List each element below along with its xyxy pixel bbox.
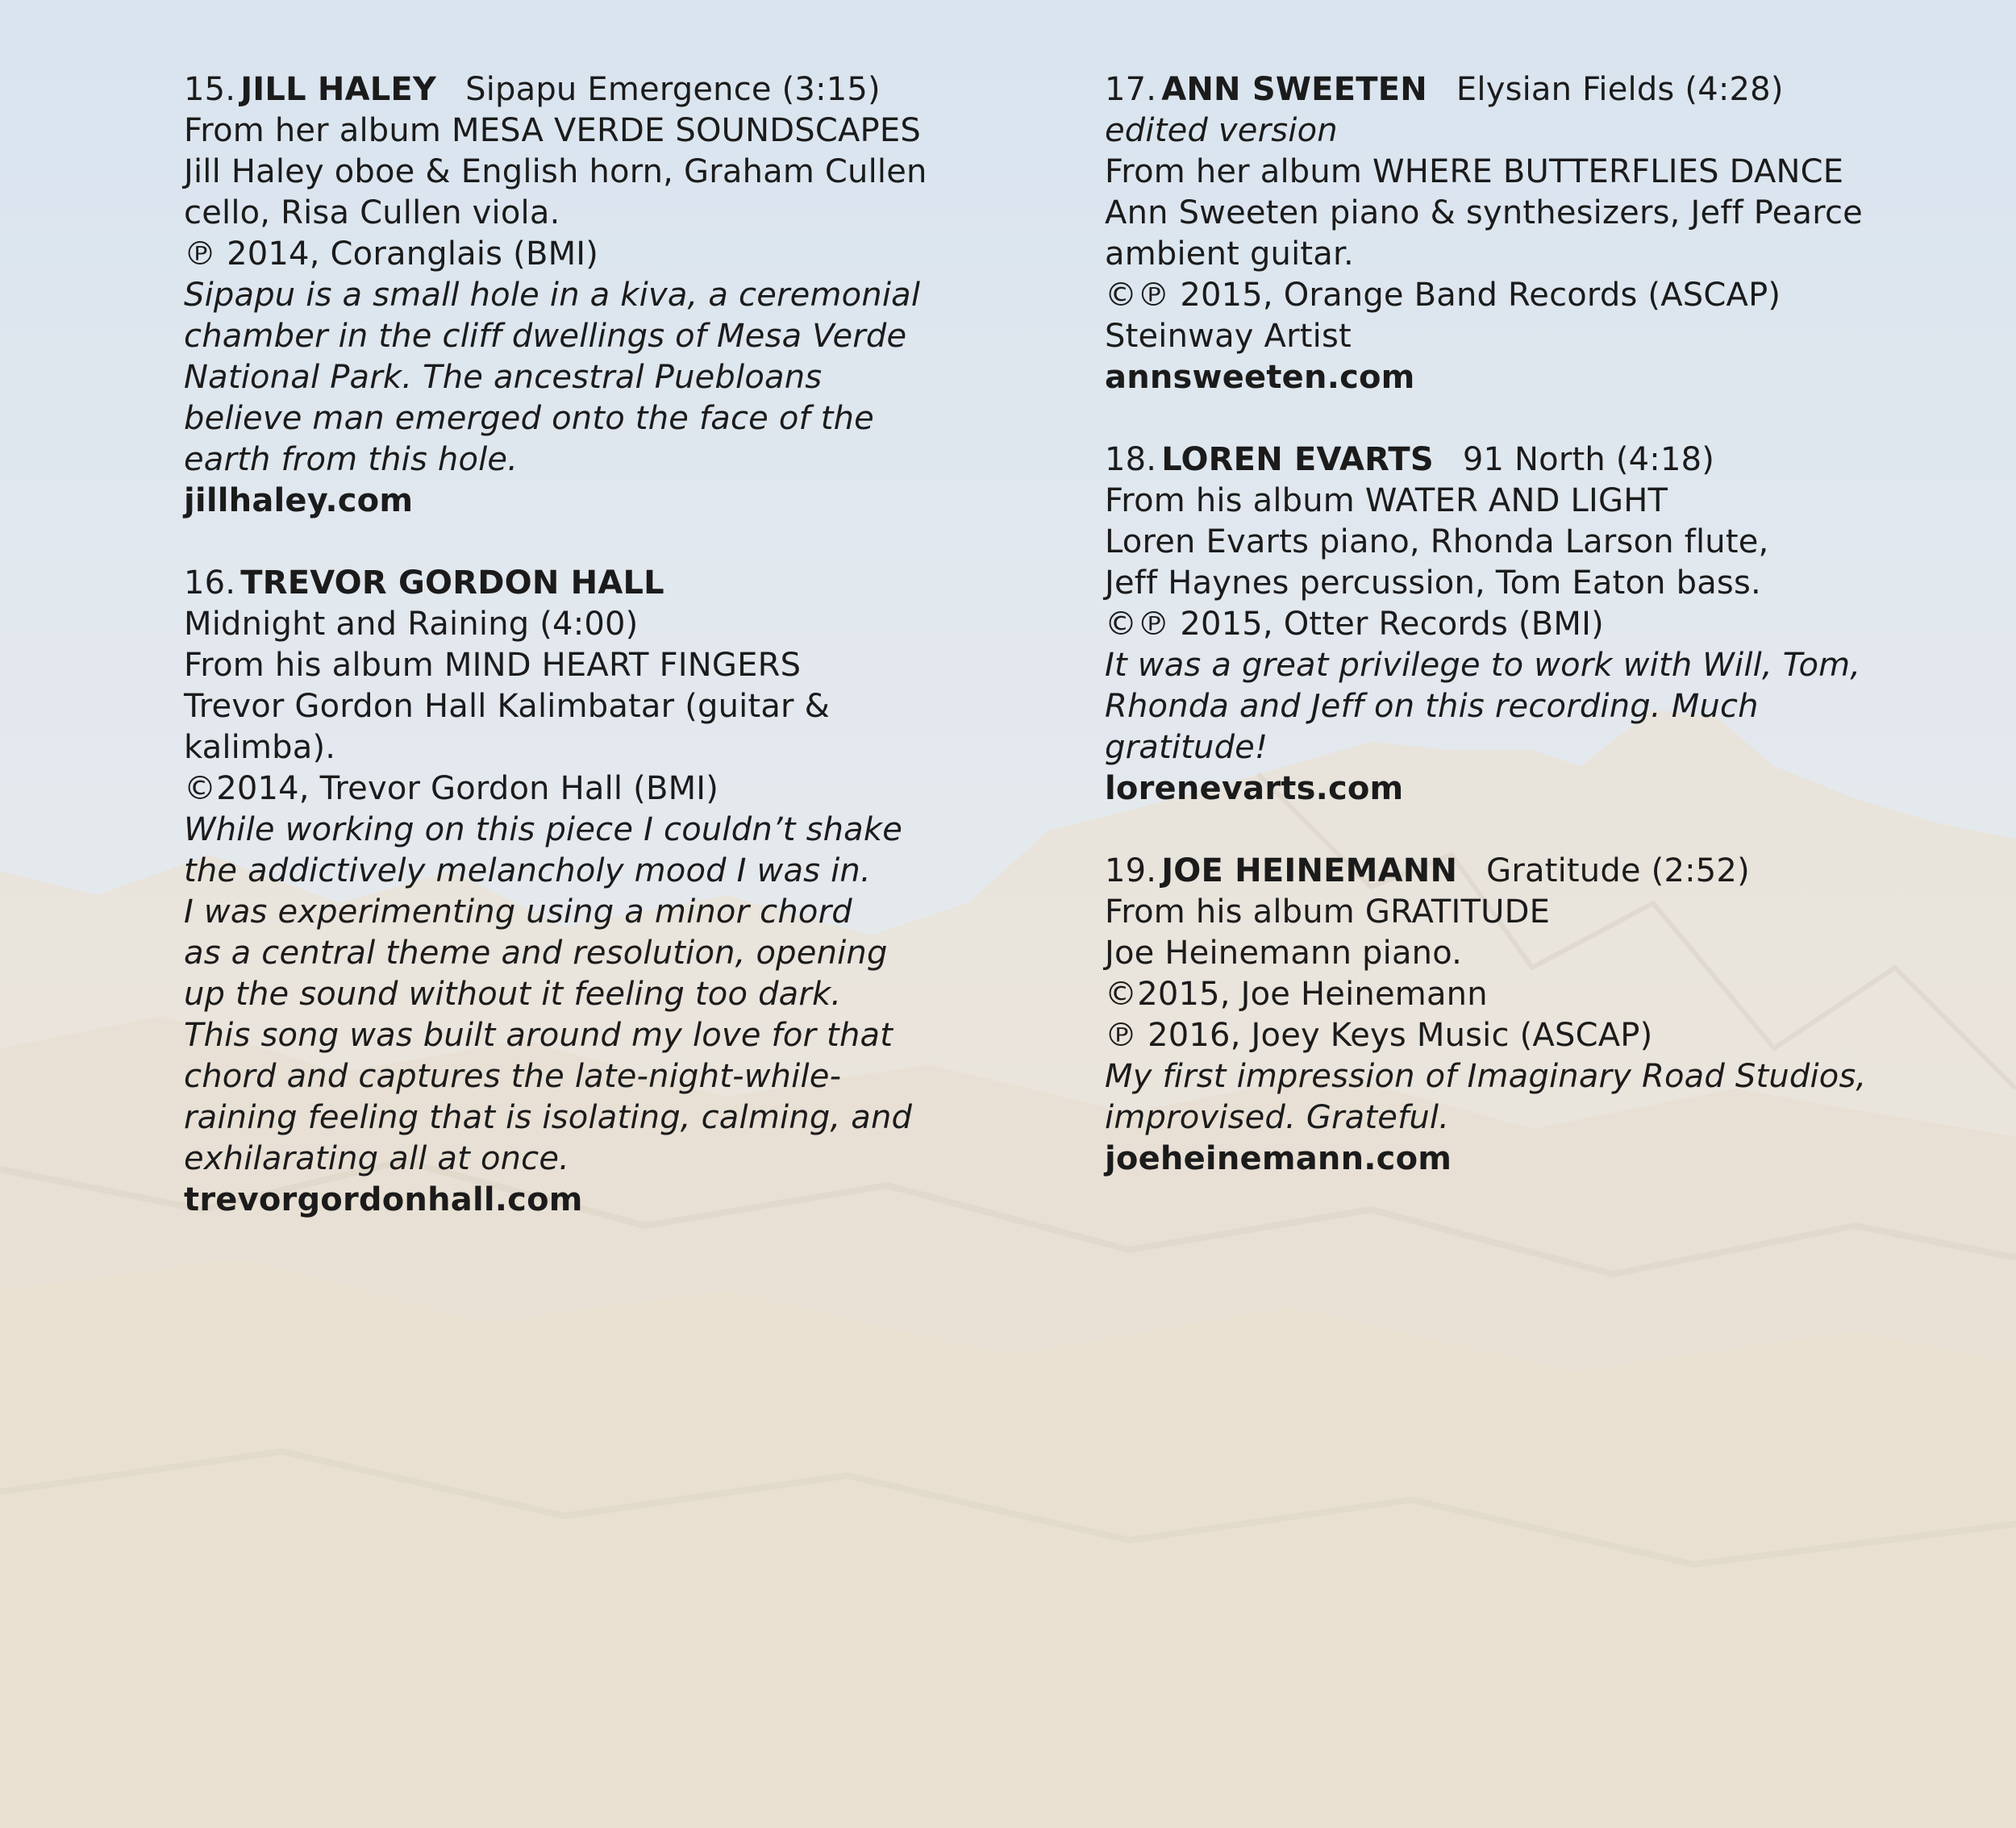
track-credit-line: kalimba).	[184, 729, 336, 766]
track-heading	[1105, 69, 1976, 110]
track-credit-line: Ann Sweeten piano & synthesizers, Jeff Pearce	[1105, 194, 1863, 231]
track-credit-line: Loren Evarts piano, Rhonda Larson flute,	[1105, 523, 1769, 560]
track-number: 19.	[1105, 852, 1157, 889]
track-credit-line: ℗ 2016, Joey Keys Music (ASCAP)	[1105, 1017, 1653, 1054]
track-note-line: chord and captures the late-night-while-	[184, 1058, 842, 1095]
track-credit-line: ℗ 2014, Coranglais (BMI)	[184, 235, 599, 273]
track-note-line: Rhonda and Jeff on this recording. Much	[1105, 688, 1759, 725]
track-note-line: I was experimenting using a minor chord	[184, 893, 852, 931]
track-credit-line: Jill Haley oboe & English horn, Graham Cullen	[184, 153, 927, 190]
track-note-line: as a central theme and resolution, opening	[184, 935, 888, 972]
artist-name: TREVOR GORDON HALL	[240, 564, 664, 602]
track-note-line: gratitude!	[1105, 729, 1268, 766]
artist-website-link[interactable]: lorenevarts.com	[1105, 770, 1404, 807]
track-credit-line: ©℗ 2015, Otter Records (BMI)	[1105, 606, 1604, 643]
track-note-line: edited version	[1105, 112, 1338, 149]
artist-name: ANN SWEETEN	[1161, 71, 1427, 108]
artist-name: LOREN EVARTS	[1161, 441, 1434, 478]
track-credit-line: Steinway Artist	[1105, 318, 1352, 355]
track-15	[184, 69, 990, 522]
track-note-line: believe man emerged onto the face of the	[184, 400, 874, 437]
artist-website-link[interactable]: annsweeten.com	[1105, 359, 1415, 396]
artist-website-link[interactable]: trevorgordonhall.com	[184, 1181, 583, 1218]
artist-website-link[interactable]: joeheinemann.com	[1105, 1140, 1452, 1177]
track-credit-line: cello, Risa Cullen viola.	[184, 194, 560, 231]
track-note-line: My first impression of Imaginary Road Studios,	[1105, 1058, 1867, 1095]
track-note-line: Sipapu is a small hole in a kiva, a ceremonial	[184, 277, 921, 314]
track-credit-line: From his album GRATITUDE	[1105, 893, 1551, 931]
track-19	[1105, 851, 1976, 1180]
artist-name: JILL HALEY	[240, 71, 437, 108]
track-16	[184, 563, 990, 1221]
track-title: Sipapu Emergence (3:15)	[465, 71, 881, 108]
track-note-line: raining feeling that is isolating, calming, and	[184, 1099, 913, 1136]
track-title: 91 North (4:18)	[1462, 441, 1715, 478]
track-heading	[1105, 851, 1976, 892]
track-17	[1105, 69, 1976, 398]
track-credit-line: Joe Heinemann piano.	[1105, 935, 1463, 972]
right-column	[1105, 69, 1976, 1221]
track-note-line: National Park. The ancestral Puebloans	[184, 359, 823, 396]
track-credit-line: Midnight and Raining (4:00)	[184, 606, 639, 643]
track-credit-line: ©℗ 2015, Orange Band Records (ASCAP)	[1105, 277, 1781, 314]
track-number: 16.	[184, 564, 236, 602]
artist-website-link[interactable]: jillhaley.com	[184, 482, 414, 519]
track-credit-line: Trevor Gordon Hall Kalimbatar (guitar &	[184, 688, 831, 725]
track-number: 18.	[1105, 441, 1157, 478]
track-credit-line: From her album WHERE BUTTERFLIES DANCE	[1105, 153, 1844, 190]
track-credit-line: ©2014, Trevor Gordon Hall (BMI)	[184, 770, 719, 807]
track-number: 15.	[184, 71, 236, 108]
track-note-line: chamber in the cliff dwellings of Mesa Verde	[184, 318, 907, 355]
track-title: Elysian Fields (4:28)	[1456, 71, 1784, 108]
track-note-line: This song was built around my love for that	[184, 1017, 893, 1054]
track-credit-line: Jeff Haynes percussion, Tom Eaton bass.	[1105, 564, 1761, 602]
track-credit-line: ambient guitar.	[1105, 235, 1354, 273]
track-note-line: improvised. Grateful.	[1105, 1099, 1450, 1136]
track-credit-line: From his album MIND HEART FINGERS	[184, 647, 802, 684]
track-credit-line: ©2015, Joe Heinemann	[1105, 976, 1488, 1013]
track-credit-line: From his album WATER AND LIGHT	[1105, 482, 1668, 519]
track-note-line: It was a great privilege to work with Will, Tom,	[1105, 647, 1861, 684]
track-note-line: exhilarating all at once.	[184, 1140, 570, 1177]
track-note-line: earth from this hole.	[184, 441, 519, 478]
track-heading	[1105, 439, 1976, 481]
track-note-line: up the sound without it feeling too dark.	[184, 976, 842, 1013]
track-heading	[184, 69, 990, 110]
track-heading	[184, 563, 990, 604]
track-18	[1105, 439, 1976, 810]
artist-name: JOE HEINEMANN	[1161, 852, 1458, 889]
track-title: Gratitude (2:52)	[1486, 852, 1750, 889]
track-number: 17.	[1105, 71, 1157, 108]
left-column	[184, 69, 990, 1262]
track-note-line: the addictively melancholy mood I was in.	[184, 852, 871, 889]
track-credit-line: From her album MESA VERDE SOUNDSCAPES	[184, 112, 921, 149]
track-note-line: While working on this piece I couldn’t shake	[184, 811, 903, 848]
